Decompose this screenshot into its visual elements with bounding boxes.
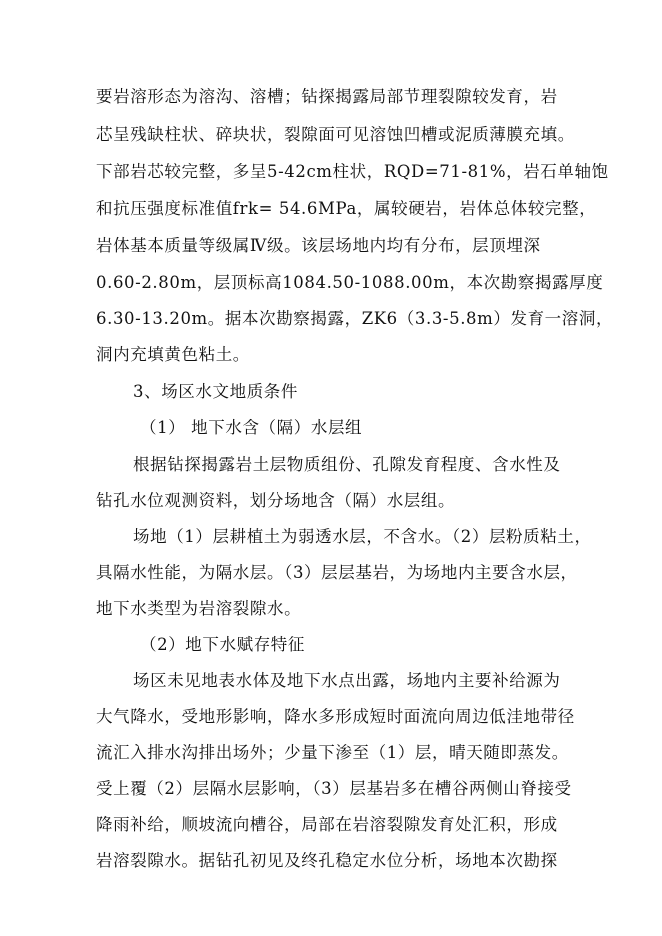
body-text-line: 具隔水性能，为隔水层。（3）层层基岩，为场地内主要含水层，	[96, 563, 578, 582]
body-text-line: 根据钻探揭露岩土层物质组份、孔隙发育程度、含水性及	[133, 455, 561, 474]
body-text-line: 大气降水，受地形影响，降水多形成短时面流向周边低洼地带径	[96, 707, 575, 726]
body-text-line: 0.60-2.80m，层顶标高1084.50-1088.00m，本次勘察揭露厚度	[96, 273, 604, 292]
body-text-line: 地下水类型为岩溶裂隙水。	[96, 599, 302, 618]
body-text-line: 岩溶裂隙水。据钻孔初见及终孔稳定水位分析，场地本次勘探	[96, 851, 558, 870]
body-text-line: 和抗压强度标准值frk= 54.6MPa，属较硬岩，岩体总体较完整，	[96, 199, 597, 218]
body-text-line: 要岩溶形态为溶沟、溶槽；钻探揭露局部节理裂隙较发育，岩	[96, 87, 558, 106]
body-text-line: 6.30-13.20m。据本次勘察揭露，ZK6（3.3-5.8m）发育一溶洞，	[96, 309, 614, 328]
body-text-line: 场区未见地表水体及地下水点出露，场地内主要补给源为	[133, 671, 561, 690]
body-text-line: 流汇入排水沟排出场外；少量下渗至（1）层，晴天随即蒸发。	[96, 743, 569, 762]
section-heading: 3、场区水文地质条件	[133, 382, 298, 401]
body-text-line: 芯呈残缺柱状、碎块状，裂隙面可见溶蚀凹槽或泥质薄膜充填。	[96, 125, 575, 144]
subsection-heading: （1） 地下水含（隔）水层组	[140, 418, 363, 437]
body-text-line: 岩体基本质量等级属Ⅳ级。该层场地内均有分布，层顶埋深	[96, 236, 541, 255]
body-text-line: 洞内充填黄色粘土。	[96, 345, 250, 364]
body-text-line: 场地（1）层耕植土为弱透水层，不含水。（2）层粉质粘土，	[133, 527, 592, 546]
body-text-line: 受上覆（2）层隔水层影响，（3）层基岩多在槽谷两侧山脊接受	[96, 779, 572, 798]
body-text-line: 钻孔水位观测资料，划分场地含（隔）水层组。	[96, 491, 456, 510]
subsection-heading: （2）地下水赋存特征	[140, 635, 305, 654]
body-text-line: 降雨补给，顺坡流向槽谷，局部在岩溶裂隙发育处汇积，形成	[96, 815, 558, 834]
body-text-line: 下部岩芯较完整，多呈5-42cm柱状，RQD=71-81%，岩石单轴饱	[96, 162, 609, 181]
